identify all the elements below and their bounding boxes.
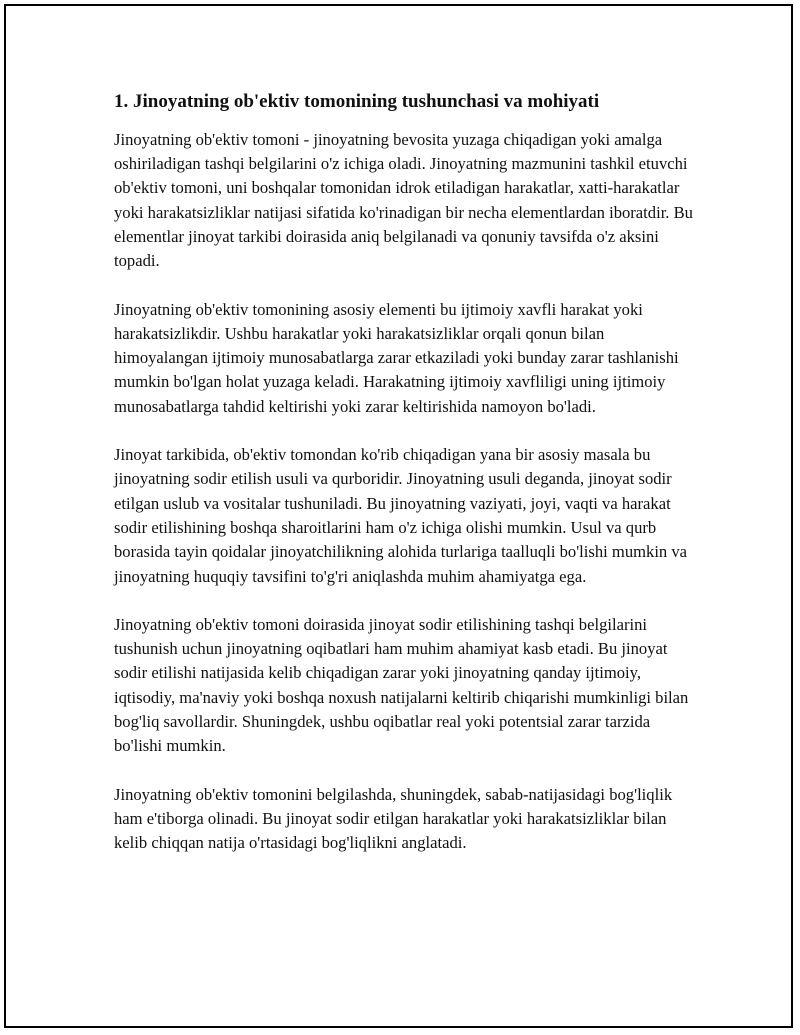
section-heading: 1. Jinoyatning ob'ektiv tomonining tushunchasi va mohiyati — [114, 91, 600, 112]
paragraph-4: Jinoyatning ob'ektiv tomoni doirasida jinoyat sodir etilishining tashqi belgilarini tushunish uchun jinoyatning oqibatlari ham muhim ahamiyat kasb etadi. Bu jinoyat sodir etilishi natijasida kelib chiqadigan zarar yoki jinoyatning qanday ijtimoiy, iqtisodiy, ma'naviy yoki boshqa noxush natijalarni keltirib chiqarishi mumkinligi bilan bog'liq savollardir. Shuningdek, ushbu oqibatlar real yoki potentsial zarar tarzida bo'lishi mumkin. — [114, 614, 689, 756]
paragraph-3: Jinoyat tarkibida, ob'ektiv tomondan ko'rib chiqadigan yana bir asosiy masala bu jinoyatning sodir etilish usuli va qurboridir. Jinoyatning usuli deganda, jinoyat sodir etilgan uslub va vositalar tushuniladi. Bu jinoyatning vaziyati, joyi, vaqti va harakat sodir etilishining boshqa sharoitlarini ham o'z ichiga olishi mumkin. Usul va qurb borasida tayin qoidalar jinoyatchilikning alohida turlariga taalluqli bo'lishi mumkin va jinoyatning huquqiy tavsifini to'g'ri aniqlashda muhim ahamiyatga ega. — [114, 445, 688, 586]
paragraph-1: Jinoyatning ob'ektiv tomoni - jinoyatning bevosita yuzaga chiqadigan yoki amalga oshiriladigan tashqi belgilarini o'z ichiga oladi. Jinoyatning mazmunini tashkil etuvchi ob'ektiv tomoni, uni boshqalar tomonidan idrok etiladigan harakatlar, xatti-harakatlar yoki harakatsizliklar natijasi sifatida ko'rinadigan bir necha elementlardan iboratdir. Bu elementlar jinoyat tarkibi doirasida aniq belgilanadi va qonuniy tavsifda o'z aksini topadi. — [114, 129, 693, 271]
paragraph-5: Jinoyatning ob'ektiv tomonini belgilashda, shuningdek, sabab-natijasidagi bog'liqlik ham e'tiborga olinadi. Bu jinoyat sodir etilgan harakatlar yoki harakatsizliklar bilan kelib chiqqan natija o'rtasidagi bog'liqlikni anglatadi. — [114, 784, 673, 853]
paragraph-2: Jinoyatning ob'ektiv tomonining asosiy elementi bu ijtimoiy xavfli harakat yoki harakatsizlikdir. Ushbu harakatlar yoki harakatsizliklar orqali qonun bilan himoyalangan ijtimoiy munosabatlarga zarar etkaziladi yoki bunday zarar tashlanishi mumkin bo'lgan holat yuzaga keladi. Harakatning ijtimoiy xavfliligi uning ijtimoiy munosabatlarga tahdid keltirishi yoki zarar keltirishida namoyon bo'ladi. — [114, 299, 679, 416]
document-body — [114, 90, 694, 879]
